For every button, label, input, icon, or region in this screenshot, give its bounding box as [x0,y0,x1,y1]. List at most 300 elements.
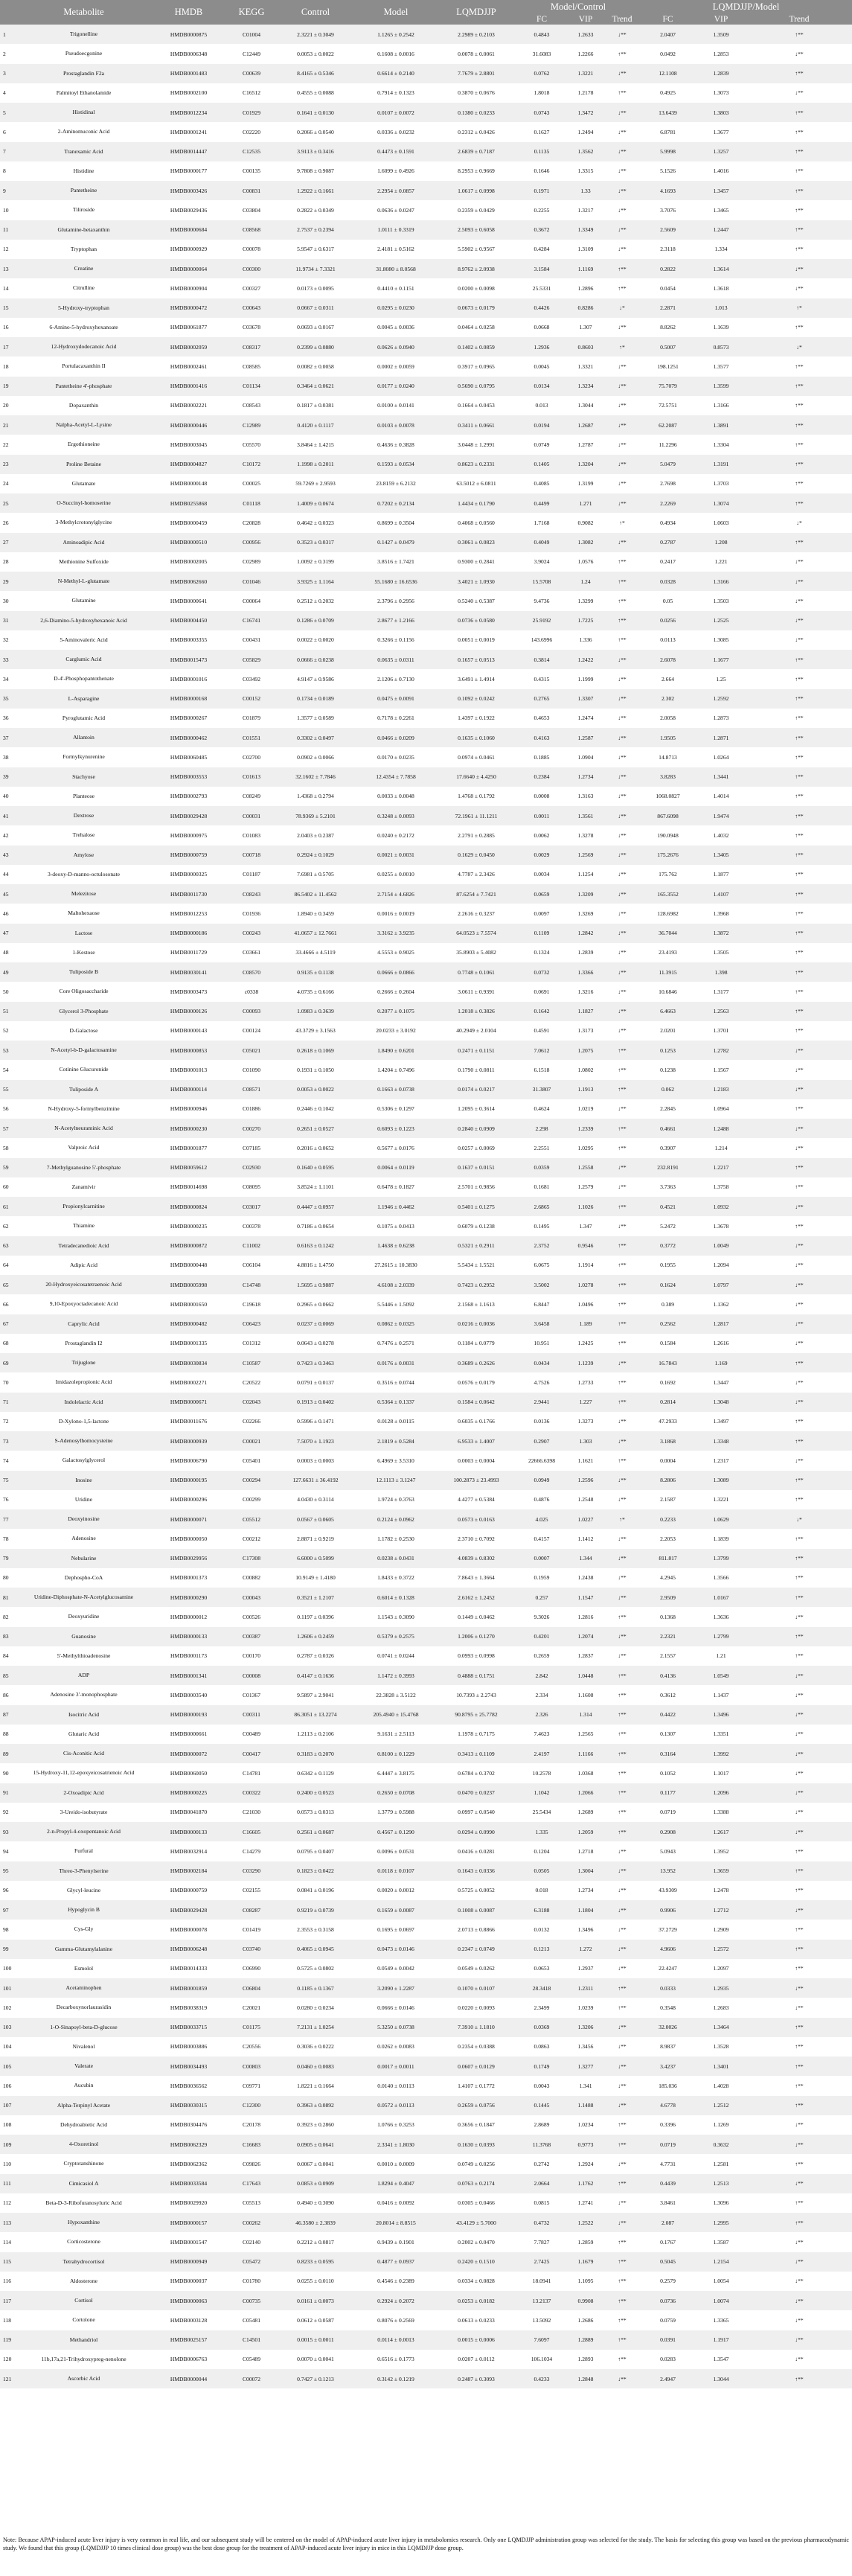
cell-metabolite: Valproic Acid [18,1138,150,1157]
cell-mc-fc: 0.1885 [516,747,567,767]
cell-id: 37 [0,728,18,747]
cell-metabolite: 12-Hydroxydodecanoic Acid [18,337,150,357]
cell-lm-fc: 2.2269 [640,493,696,513]
cell-id: 11 [0,220,18,240]
cell-control: 0.7186 ± 0.0654 [275,1216,356,1236]
cell-control: 0.1197 ± 0.0396 [275,1607,356,1626]
cell-model: 0.2077 ± 0.1075 [356,1002,436,1021]
cell-lm-vip: 1.0049 [696,1236,746,1256]
cell-kegg: C00043 [228,1588,275,1607]
cell-control: 11.9734 ± 7.3321 [275,259,356,278]
cell-lm-vip: 1.3348 [696,1431,746,1451]
cell-lm-vip: 1.2592 [696,689,746,709]
cell-control: 0.0003 ± 0.0003 [275,1451,356,1470]
cell-lm-fc: 2.3118 [640,240,696,259]
cell-mc-vip: 1.2889 [567,2330,604,2350]
cell-id: 42 [0,825,18,845]
table-row [0,962,852,982]
cell-lm-trend: ↓* [746,337,852,357]
cell-kegg: C08287 [228,1900,275,1920]
cell-mc-vip: 1.3472 [567,103,604,122]
cell-lm-trend: ↓** [746,1900,852,1920]
table-row [0,493,852,513]
cell-lqmdjjp: 0.2002 ± 0.0470 [436,2232,516,2251]
cell-control: 4.0430 ± 0.3114 [275,1490,356,1509]
cell-lm-fc: 0.2908 [640,1822,696,1841]
cell-control: 0.0237 ± 0.0069 [275,1314,356,1334]
cell-lm-trend: ↓** [746,1314,852,1334]
cell-model: 0.7178 ± 0.2261 [356,709,436,728]
cell-kegg: C19618 [228,1294,275,1314]
table-row [0,2213,852,2232]
cell-lm-fc: 185.036 [640,2076,696,2095]
cell-mc-trend: ↓** [604,1529,640,1548]
cell-mc-fc: 6.8447 [516,1294,567,1314]
cell-model: 0.1663 ± 0.0738 [356,1080,436,1099]
cell-id: 120 [0,2350,18,2369]
cell-hmdb: HMDB0030834 [150,1353,228,1372]
table-row [0,1900,852,1920]
cell-id: 7 [0,142,18,162]
cell-hmdb: HMDB0000949 [150,2252,228,2272]
cell-model: 4.6108 ± 2.0339 [356,1275,436,1294]
cell-lm-trend: ↓** [746,1060,852,1079]
table-row [0,2291,852,2310]
cell-lm-vip: 1.25 [696,669,746,688]
cell-lqmdjjp: 1.2006 ± 0.1270 [436,1627,516,1646]
cell-control: 0.0460 ± 0.0083 [275,2056,356,2076]
cell-id: 72 [0,1412,18,1431]
cell-id: 13 [0,259,18,278]
cell-mc-vip: 1.3109 [567,240,604,259]
table-row [0,278,852,298]
cell-mc-trend: ↓** [604,493,640,513]
cell-lqmdjjp: 0.2487 ± 0.3093 [436,2369,516,2388]
cell-model: 0.0020 ± 0.0012 [356,1881,436,1900]
cell-mc-vip: 0.9908 [567,2291,604,2310]
cell-mc-fc: 0.2384 [516,767,567,787]
cell-lm-vip: 1.3678 [696,1216,746,1236]
cell-metabolite: Galactosylglycerol [18,1451,150,1470]
cell-lm-vip: 1.0932 [696,1197,746,1216]
cell-kegg: C16605 [228,1822,275,1841]
cell-lm-trend: ↓** [746,1119,852,1138]
cell-lm-trend: ↓* [746,513,852,532]
cell-model: 0.0416 ± 0.0092 [356,2193,436,2213]
cell-lm-vip: 1.3073 [696,83,746,103]
cell-mc-vip: 1.3273 [567,1412,604,1431]
cell-mc-fc: 0.0743 [516,103,567,122]
cell-model: 2.1206 ± 0.7130 [356,669,436,688]
cell-lqmdjjp: 0.0078 ± 0.0061 [436,44,516,63]
cell-control: 0.2446 ± 0.1042 [275,1099,356,1119]
cell-lm-trend: ↑** [746,103,852,122]
cell-kegg: C17308 [228,1549,275,1568]
cell-lm-vip: 1.1677 [696,650,746,669]
cell-mc-vip: 0.8603 [567,337,604,357]
cell-lm-trend: ↓** [746,2310,852,2330]
cell-mc-fc: 0.0359 [516,1158,567,1177]
table-row [0,1256,852,1275]
cell-metabolite: 1-Kestose [18,943,150,962]
cell-mc-trend: ↑* [604,513,640,532]
cell-model: 0.6093 ± 0.1223 [356,1119,436,1138]
table-row [0,943,852,962]
cell-lm-fc: 2.1557 [640,1646,696,1666]
cell-lm-trend: ↓** [746,1334,852,1353]
cell-lm-trend: ↓** [746,1138,852,1157]
cell-lm-fc: 0.2814 [640,1393,696,1412]
cell-kegg: C09826 [228,2154,275,2173]
header-fc: FC [516,13,567,25]
cell-mc-vip: 1.2059 [567,1822,604,1841]
table-row [0,924,852,943]
cell-lm-vip: 1.0603 [696,513,746,532]
cell-lm-fc: 0.1307 [640,1725,696,1744]
cell-model: 0.0140 ± 0.0113 [356,2076,436,2095]
cell-lm-trend: ↑** [746,865,852,884]
cell-control: 0.0853 ± 0.0909 [275,2174,356,2193]
table-row [0,1041,852,1060]
cell-lm-vip: 1.208 [696,533,746,552]
cell-mc-vip: 1.2734 [567,767,604,787]
cell-mc-vip: 1.3199 [567,474,604,493]
cell-metabolite: Decarboxynorlaurasidin [18,1998,150,2017]
cell-lm-vip: 1.2317 [696,1451,746,1470]
cell-model: 1.8294 ± 0.4047 [356,2174,436,2193]
cell-mc-vip: 1.0496 [567,1294,604,1314]
cell-hmdb: HMDB0029920 [150,2193,228,2213]
cell-mc-trend: ↓** [604,1431,640,1451]
cell-lm-fc: 232.8191 [640,1158,696,1177]
cell-id: 36 [0,709,18,728]
cell-kegg: C02266 [228,1412,275,1431]
cell-id: 106 [0,2076,18,2095]
cell-lm-trend: ↓** [746,552,852,572]
cell-mc-fc: 106.1034 [516,2350,567,2369]
cell-lm-vip: 1.3089 [696,1471,746,1490]
cell-lm-vip: 1.0629 [696,1509,746,1529]
cell-lm-trend: ↑** [746,747,852,767]
cell-kegg: C00031 [228,806,275,825]
cell-control: 0.1640 ± 0.0595 [275,1158,356,1177]
cell-mc-vip: 1.0239 [567,1998,604,2017]
cell-lm-fc: 0.389 [640,1294,696,1314]
cell-id: 35 [0,689,18,709]
cell-id: 76 [0,1490,18,1509]
cell-metabolite: Histidinal [18,103,150,122]
cell-kegg: C01879 [228,709,275,728]
table-row [0,552,852,572]
cell-model: 0.0170 ± 0.0235 [356,747,436,767]
cell-metabolite: Guanosine [18,1627,150,1646]
table-row [0,1783,852,1803]
cell-control: 0.0567 ± 0.0605 [275,1509,356,1529]
cell-control: 0.0053 ± 0.0022 [275,1080,356,1099]
cell-kegg: C00300 [228,259,275,278]
cell-mc-fc: 1.1042 [516,1783,567,1803]
cell-mc-trend: ↓** [604,982,640,1001]
table-row [0,337,852,357]
cell-id: 101 [0,1978,18,1998]
cell-mc-vip: 1.3204 [567,455,604,474]
cell-control: 0.3523 ± 0.0317 [275,533,356,552]
cell-kegg: C10172 [228,455,275,474]
table-row [0,455,852,474]
cell-kegg: C17643 [228,2174,275,2193]
table-row [0,1607,852,1626]
cell-hmdb: HMDB0032914 [150,1841,228,1861]
cell-lqmdjjp: 0.0470 ± 0.0237 [436,1783,516,1803]
cell-metabolite: 15-Hydroxy-11,12-epoxyeicosatrienoic Acid [18,1763,150,1783]
cell-control: 3.8524 ± 1.1101 [275,1177,356,1197]
table-row [0,2135,852,2154]
cell-model: 2.7154 ± 4.6826 [356,884,436,904]
cell-mc-fc: 0.0132 [516,1920,567,1939]
cell-metabolite: Cortolone [18,2310,150,2330]
cell-lqmdjjp: 0.2354 ± 0.0388 [436,2037,516,2056]
cell-lm-fc: 36.7044 [640,924,696,943]
cell-model: 0.0021 ± 0.0031 [356,846,436,865]
cell-mc-vip: 0.8286 [567,298,604,318]
cell-metabolite: Alpha-Terpinyl Acetate [18,2096,150,2115]
cell-control: 1.8221 ± 0.1664 [275,2076,356,2095]
cell-hmdb: HMDB0030141 [150,962,228,982]
cell-mc-fc: 0.1959 [516,1568,567,1588]
cell-hmdb: HMDB0000459 [150,513,228,532]
cell-mc-trend: ↑** [604,2272,640,2291]
cell-lqmdjjp: 0.1790 ± 0.0811 [436,1060,516,1079]
cell-mc-vip: 1.347 [567,1216,604,1236]
cell-metabolite: Uridine-Diphosphate-N-Acetylglucosamine [18,1588,150,1607]
cell-lqmdjjp: 0.6035 ± 0.1766 [436,1412,516,1431]
cell-model: 0.0114 ± 0.0013 [356,2330,436,2350]
table-row [0,1763,852,1783]
cell-metabolite: Cryptotanshinone [18,2154,150,2173]
cell-metabolite: Caprylic Acid [18,1314,150,1334]
cell-kegg: C08585 [228,357,275,376]
cell-control: 32.1602 ± 7.7846 [275,767,356,787]
cell-hmdb: HMDB0000186 [150,924,228,943]
cell-mc-fc: 0.1405 [516,455,567,474]
cell-mc-trend: ↓** [604,943,640,962]
table-row [0,1744,852,1763]
cell-lm-fc: 0.1692 [640,1372,696,1392]
cell-lm-trend: ↑** [746,1861,852,1881]
cell-lqmdjjp: 0.0464 ± 0.0258 [436,318,516,337]
cell-lqmdjjp: 0.1402 ± 0.0859 [436,337,516,357]
cell-control: 0.2965 ± 0.0662 [275,1294,356,1314]
cell-mc-trend: ↑** [604,44,640,63]
cell-mc-fc: 0.0062 [516,825,567,845]
cell-lqmdjjp: 0.6079 ± 0.1238 [436,1216,516,1236]
cell-hmdb: HMDB0003128 [150,2310,228,2330]
cell-kegg: C05472 [228,2252,275,2272]
cell-lm-vip: 1.3351 [696,1725,746,1744]
cell-mc-vip: 1.3004 [567,1861,604,1881]
cell-lqmdjjp: 0.1184 ± 0.0779 [436,1334,516,1353]
cell-mc-trend: ↓** [604,318,640,337]
cell-lqmdjjp: 1.4434 ± 0.1790 [436,493,516,513]
cell-mc-vip: 1.3278 [567,825,604,845]
cell-mc-trend: ↓** [604,2056,640,2076]
cell-kegg: C03804 [228,200,275,220]
cell-lm-trend: ↑** [746,1940,852,1959]
cell-id: 20 [0,396,18,415]
cell-mc-vip: 1.2579 [567,1177,604,1197]
cell-model: 2.3796 ± 0.2956 [356,591,436,610]
cell-control: 7.6981 ± 0.5705 [275,865,356,884]
cell-model: 2.1819 ± 0.5284 [356,1431,436,1451]
cell-metabolite: N-Methyl-L-glutamate [18,572,150,591]
table-row [0,572,852,591]
cell-lqmdjjp: 1.4768 ± 0.1792 [436,787,516,806]
cell-id: 57 [0,1119,18,1138]
cell-model: 27.2615 ± 10.3830 [356,1256,436,1275]
cell-lm-trend: ↑** [746,669,852,688]
cell-kegg: C16741 [228,611,275,630]
cell-model: 0.3142 ± 0.1219 [356,2369,436,2388]
cell-metabolite: Melezitose [18,884,150,904]
cell-lm-vip: 1.2995 [696,2213,746,2232]
cell-kegg: C14781 [228,1763,275,1783]
cell-lqmdjjp: 0.4068 ± 0.0560 [436,513,516,532]
cell-hmdb: HMDB0000114 [150,1080,228,1099]
cell-lm-vip: 1.3096 [696,2193,746,2213]
cell-model: 2.2954 ± 0.0857 [356,181,436,200]
cell-lm-fc: 6.8781 [640,122,696,141]
cell-mc-fc: 18.0941 [516,2272,567,2291]
cell-mc-vip: 1.2842 [567,924,604,943]
cell-model: 0.6014 ± 0.1328 [356,1588,436,1607]
cell-mc-vip: 1.1239 [567,1353,604,1372]
cell-mc-fc: 0.0505 [516,1861,567,1881]
cell-lqmdjjp: 3.0611 ± 0.9391 [436,982,516,1001]
cell-mc-fc: 13.2137 [516,2291,567,2310]
cell-mc-trend: ↓** [604,181,640,200]
cell-lm-vip: 1.3405 [696,846,746,865]
cell-control: 9.7808 ± 0.9087 [275,162,356,181]
cell-lm-fc: 13.6439 [640,103,696,122]
cell-mc-fc: 6.1518 [516,1060,567,1079]
cell-mc-trend: ↑** [604,1041,640,1060]
cell-lm-vip: 1.3257 [696,142,746,162]
cell-hmdb: HMDB0000064 [150,259,228,278]
cell-lm-fc: 0.4661 [640,1119,696,1138]
cell-mc-vip: 1.0802 [567,1060,604,1079]
cell-lm-vip: 1.2096 [696,1783,746,1803]
cell-mc-fc: 0.2907 [516,1431,567,1451]
cell-control: 10.9149 ± 1.4180 [275,1568,356,1588]
cell-hmdb: HMDB0014333 [150,1959,228,1978]
cell-lm-vip: 1.3509 [696,25,746,44]
cell-control: 4.8816 ± 1.4750 [275,1256,356,1275]
cell-mc-trend: ↓** [604,865,640,884]
cell-lm-fc: 3.4237 [640,2056,696,2076]
cell-lm-vip: 1.2447 [696,220,746,240]
cell-lqmdjjp: 0.0174 ± 0.0217 [436,1080,516,1099]
cell-lqmdjjp: 0.0416 ± 0.0281 [436,1841,516,1861]
cell-control: 0.1185 ± 0.1367 [275,1978,356,1998]
cell-lqmdjjp: 72.1961 ± 11.1211 [436,806,516,825]
cell-lm-fc: 0.0328 [640,572,696,591]
cell-lm-fc: 2.302 [640,689,696,709]
cell-control: 0.3521 ± 1.2107 [275,1588,356,1607]
cell-hmdb: HMDB0002005 [150,552,228,572]
cell-mc-trend: ↓** [604,122,640,141]
cell-id: 2 [0,44,18,63]
cell-id: 77 [0,1509,18,1529]
cell-lm-fc: 2.2871 [640,298,696,318]
cell-mc-vip: 1.1254 [567,865,604,884]
cell-kegg: C01367 [228,1685,275,1704]
cell-mc-vip: 1.0278 [567,1275,604,1294]
cell-hmdb: HMDB0059612 [150,1158,228,1177]
cell-metabolite: Glycyl-leucine [18,1881,150,1900]
cell-control: 0.5725 ± 0.0802 [275,1959,356,1978]
cell-mc-fc: 31.3807 [516,1080,567,1099]
table-row [0,1685,852,1704]
cell-id: 21 [0,415,18,435]
cell-lm-trend: ↓** [746,2252,852,2272]
cell-lm-vip: 0.8573 [696,337,746,357]
cell-lm-trend: ↑** [746,318,852,337]
cell-mc-fc: 0.3814 [516,650,567,669]
header-metabolite: Metabolite [18,0,150,25]
cell-model: 0.0862 ± 0.0325 [356,1314,436,1334]
table-row [0,1998,852,2017]
cell-lm-vip: 1.2853 [696,44,746,63]
cell-mc-vip: 1.3234 [567,377,604,396]
cell-mc-vip: 1.1412 [567,1529,604,1548]
table-row [0,1451,852,1470]
cell-id: 44 [0,865,18,884]
cell-mc-trend: ↑** [604,1607,640,1626]
cell-hmdb: HMDB0000168 [150,689,228,709]
cell-hmdb: HMDB0029436 [150,200,228,220]
cell-mc-trend: ↑** [604,1080,640,1099]
cell-control: 0.2400 ± 0.0523 [275,1783,356,1803]
cell-lqmdjjp: 0.2659 ± 0.0756 [436,2096,516,2115]
cell-lm-vip: 1.3872 [696,924,746,943]
table-row [0,825,852,845]
cell-lm-trend: ↓** [746,1080,852,1099]
cell-mc-vip: 0.9773 [567,2135,604,2154]
header-trend-2: Trend [746,13,852,25]
cell-lqmdjjp: 0.2312 ± 0.0426 [436,122,516,141]
cell-control: 1.2922 ± 0.1661 [275,181,356,200]
cell-control: 0.0905 ± 0.0641 [275,2135,356,2154]
cell-lm-vip: 1.3577 [696,357,746,376]
cell-kegg: C00170 [228,1646,275,1666]
cell-metabolite: 4-Oxoretinol [18,2135,150,2154]
cell-control: 4.0735 ± 0.6166 [275,982,356,1001]
cell-lqmdjjp: 3.0448 ± 1.2991 [436,435,516,454]
table-row [0,1725,852,1744]
cell-id: 31 [0,611,18,630]
cell-model: 12.1113 ± 3.1247 [356,1471,436,1490]
cell-mc-trend: ↑** [604,1236,640,1256]
cell-model: 0.7476 ± 0.2571 [356,1334,436,1353]
table-row [0,2330,852,2350]
cell-mc-fc: 0.0369 [516,2018,567,2037]
cell-mc-trend: ↑** [604,2350,640,2369]
cell-mc-vip: 1.3366 [567,962,604,982]
cell-mc-vip: 1.1914 [567,1256,604,1275]
table-row [0,162,852,181]
cell-id: 78 [0,1529,18,1548]
cell-lm-trend: ↑** [746,1529,852,1548]
